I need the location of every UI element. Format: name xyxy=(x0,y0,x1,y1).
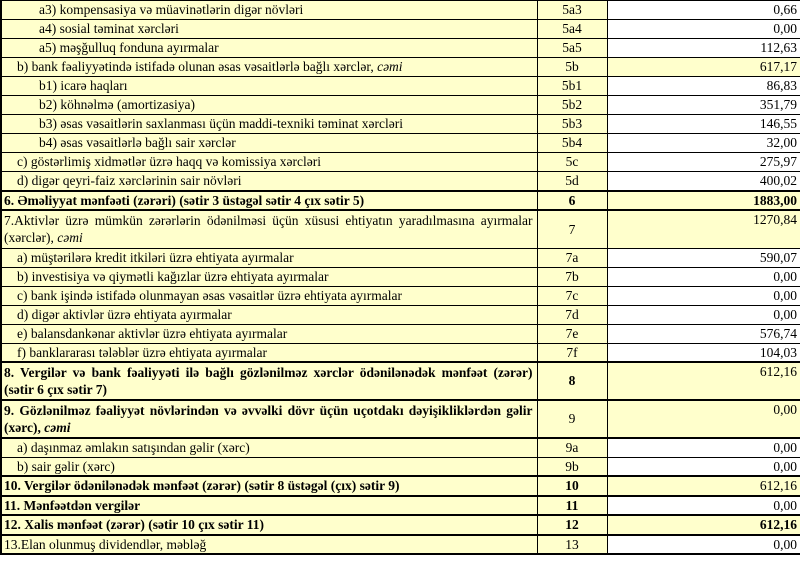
row-value-cell: 0,00 xyxy=(607,20,800,39)
row-label-cell xyxy=(1,305,537,324)
row-code-cell: 5b3 xyxy=(537,115,607,134)
row-label-text: d) digər qeyri-faiz xərclərinin sair növləri xyxy=(17,173,242,188)
row-value-cell: 0,00 xyxy=(607,457,800,476)
row-label-text: 6. Əməliyyat mənfəəti (zərəri) (sətir 3 üstəgəl sətir 4 çıx sətir 5) xyxy=(4,192,365,208)
row-code-cell: 13 xyxy=(537,535,607,555)
table-body xyxy=(1,1,800,555)
row-label-cell xyxy=(1,96,537,115)
row-label-cell xyxy=(1,172,537,191)
row-label-text: b1) icarə haqları xyxy=(39,78,128,94)
row-label-cell xyxy=(1,58,537,77)
row-code-cell: 5a5 xyxy=(537,39,607,58)
row-label-text: 7.Aktivlər üzrə mümkün zərərlərin ödənilməsi üçün xüsusi ehtiyatın yaradılmasına ayırmalar (xərclər), xyxy=(4,212,533,246)
row-label-cell xyxy=(1,515,537,535)
row-label-text: 11. Mənfəətdən vergilər xyxy=(4,497,141,513)
table-row xyxy=(1,267,800,286)
row-label-text: 8. Vergilər və bank fəaliyyəti ilə bağlı gözlənilməz xərclər ödənilənədək mənfəət (zərər) (sətir 6 çıx sətir 7) xyxy=(4,364,533,397)
row-label-cell xyxy=(1,210,537,248)
row-label-italic-suffix: cəmi xyxy=(377,59,403,75)
row-value-cell: 0,00 xyxy=(607,305,800,324)
row-code-cell: 9b xyxy=(537,457,607,476)
row-code-cell: 5a4 xyxy=(537,20,607,39)
row-value-cell: 0,00 xyxy=(607,496,800,516)
row-value-cell: 0,00 xyxy=(607,438,800,457)
row-value-cell: 104,03 xyxy=(607,343,800,362)
row-code-cell: 12 xyxy=(537,515,607,535)
table-row xyxy=(1,324,800,343)
row-value-cell: 576,74 xyxy=(607,324,800,343)
row-label-cell xyxy=(1,457,537,476)
row-code-cell: 5a3 xyxy=(537,1,607,20)
row-label-cell xyxy=(1,535,537,555)
row-value-cell: 146,55 xyxy=(607,115,800,134)
row-code-cell: 5b2 xyxy=(537,96,607,115)
table-row xyxy=(1,343,800,362)
row-label-text: 9. Gözlənilməz fəaliyyət növlərindən və əvvəlki dövr üçün uçotdakı dəyişikliklərdən gəlir (xərc), xyxy=(4,402,533,435)
row-label-text: a) müştərilərə kredit itkiləri üzrə ehtiyata ayırmalar xyxy=(17,249,294,265)
table-row xyxy=(1,191,800,211)
row-label-cell xyxy=(1,400,537,438)
row-label-cell xyxy=(1,134,537,153)
row-value-cell: 1883,00 xyxy=(607,191,800,211)
row-label-cell xyxy=(1,286,537,305)
row-value-cell: 32,00 xyxy=(607,134,800,153)
row-label-text: 10. Vergilər ödənilənədək mənfəət (zərər) (sətir 8 üstəgəl (çıx) sətir 9) xyxy=(4,478,400,493)
row-code-cell: 7b xyxy=(537,267,607,286)
row-code-cell: 5b4 xyxy=(537,134,607,153)
row-label-cell xyxy=(1,20,537,39)
row-value-cell: 0,00 xyxy=(607,286,800,305)
row-code-cell: 9a xyxy=(537,438,607,457)
row-code-cell: 7f xyxy=(537,343,607,362)
table-row xyxy=(1,134,800,153)
row-label-text: f) banklararası tələblər üzrə ehtiyata ayırmalar xyxy=(17,344,267,360)
table-row xyxy=(1,305,800,324)
row-value-cell: 612,16 xyxy=(607,362,800,400)
row-label-cell xyxy=(1,248,537,267)
row-label-text: c) göstərlimiş xidmətlər üzrə haqq və komissiya xərcləri xyxy=(17,154,322,170)
table-row xyxy=(1,286,800,305)
row-value-cell: 612,16 xyxy=(607,515,800,535)
row-label-text: a5) məşğulluq fonduna ayırmalar xyxy=(39,40,219,56)
row-label-cell xyxy=(1,267,537,286)
table-row xyxy=(1,362,800,400)
table-row xyxy=(1,172,800,191)
row-label-cell xyxy=(1,1,537,20)
row-value-cell: 612,16 xyxy=(607,476,800,496)
row-label-text: b) bank fəaliyyətində istifadə olunan əsas vəsaitlərlə bağlı xərclər, xyxy=(17,59,378,75)
row-code-cell: 9 xyxy=(537,400,607,438)
row-label-cell xyxy=(1,77,537,96)
row-label-text: b3) əsas vəsaitlərin saxlanması üçün maddi-texniki təminat xərcləri xyxy=(39,116,404,132)
row-label-cell xyxy=(1,496,537,516)
row-value-cell: 0,00 xyxy=(607,535,800,555)
row-code-cell: 7e xyxy=(537,324,607,343)
row-label-text: b2) köhnəlmə (amortizasiya) xyxy=(39,97,195,113)
table-row xyxy=(1,438,800,457)
table-row xyxy=(1,153,800,172)
row-label-cell xyxy=(1,343,537,362)
row-label-text: e) balansdankənar aktivlər üzrə ehtiyata ayırmalar xyxy=(17,325,288,341)
row-value-cell: 86,83 xyxy=(607,77,800,96)
table-row xyxy=(1,96,800,115)
row-label-cell xyxy=(1,362,537,400)
row-label-cell xyxy=(1,153,537,172)
row-value-cell: 275,97 xyxy=(607,153,800,172)
row-label-text: c) bank işində istifadə olunmayan əsas vəsaitlər üzrə ehtiyata ayırmalar xyxy=(17,287,402,303)
row-code-cell: 7c xyxy=(537,286,607,305)
table-row xyxy=(1,496,800,516)
table-row xyxy=(1,457,800,476)
row-label-text: a) daşınmaz əmlakın satışından gəlir (xərc) xyxy=(17,440,250,455)
row-value-cell: 351,79 xyxy=(607,96,800,115)
row-label-cell xyxy=(1,115,537,134)
table-row xyxy=(1,535,800,555)
row-code-cell: 5c xyxy=(537,153,607,172)
row-code-cell: 7 xyxy=(537,210,607,248)
row-code-cell: 6 xyxy=(537,191,607,211)
row-label-cell xyxy=(1,324,537,343)
row-label-text: 12. Xalis mənfəət (zərər) (sətir 10 çıx sətir 11) xyxy=(4,517,265,532)
row-code-cell: 8 xyxy=(537,362,607,400)
table-row xyxy=(1,400,800,438)
row-code-cell: 5b xyxy=(537,58,607,77)
row-value-cell: 400,02 xyxy=(607,172,800,191)
row-code-cell: 7d xyxy=(537,305,607,324)
row-code-cell: 5d xyxy=(537,172,607,191)
row-code-cell: 5b1 xyxy=(537,77,607,96)
table-row xyxy=(1,115,800,134)
table-row xyxy=(1,39,800,58)
row-value-cell: 590,07 xyxy=(607,248,800,267)
table-row xyxy=(1,58,800,77)
row-code-cell: 10 xyxy=(537,476,607,496)
row-value-cell: 0,00 xyxy=(607,267,800,286)
row-label-cell xyxy=(1,191,537,211)
row-label-cell xyxy=(1,438,537,457)
row-label-text: d) digər aktivlər üzrə ehtiyata ayırmalar xyxy=(17,306,232,322)
row-code-cell: 11 xyxy=(537,496,607,516)
table-row xyxy=(1,20,800,39)
table-row xyxy=(1,77,800,96)
table-row xyxy=(1,515,800,535)
row-label-text: b4) əsas vəsaitlərlə bağlı sair xərclər xyxy=(39,135,236,151)
row-label-text: b) investisiya və qiymətli kağızlar üzrə ehtiyata ayırmalar xyxy=(17,268,329,284)
table-row xyxy=(1,476,800,496)
row-label-italic-suffix: cəmi xyxy=(44,420,71,435)
row-value-cell: 112,63 xyxy=(607,39,800,58)
table-row xyxy=(1,210,800,248)
row-label-italic-suffix: cəmi xyxy=(57,230,83,246)
table-row xyxy=(1,248,800,267)
row-value-cell: 617,17 xyxy=(607,58,800,77)
row-label-text: a3) kompensasiya və müavinətlərin digər növləri xyxy=(39,2,304,18)
row-label-text: 13.Elan olunmuş dividendlər, məbləğ xyxy=(4,536,207,552)
row-value-cell: 0,00 xyxy=(607,400,800,438)
row-value-cell: 1270,84 xyxy=(607,210,800,248)
row-code-cell: 7a xyxy=(537,248,607,267)
table-row xyxy=(1,1,800,20)
row-label-cell xyxy=(1,476,537,496)
row-value-cell: 0,66 xyxy=(607,1,800,20)
row-label-text: b) sair gəlir (xərc) xyxy=(17,458,115,474)
row-label-cell xyxy=(1,39,537,58)
row-label-text: a4) sosial təminat xərcləri xyxy=(39,21,179,37)
